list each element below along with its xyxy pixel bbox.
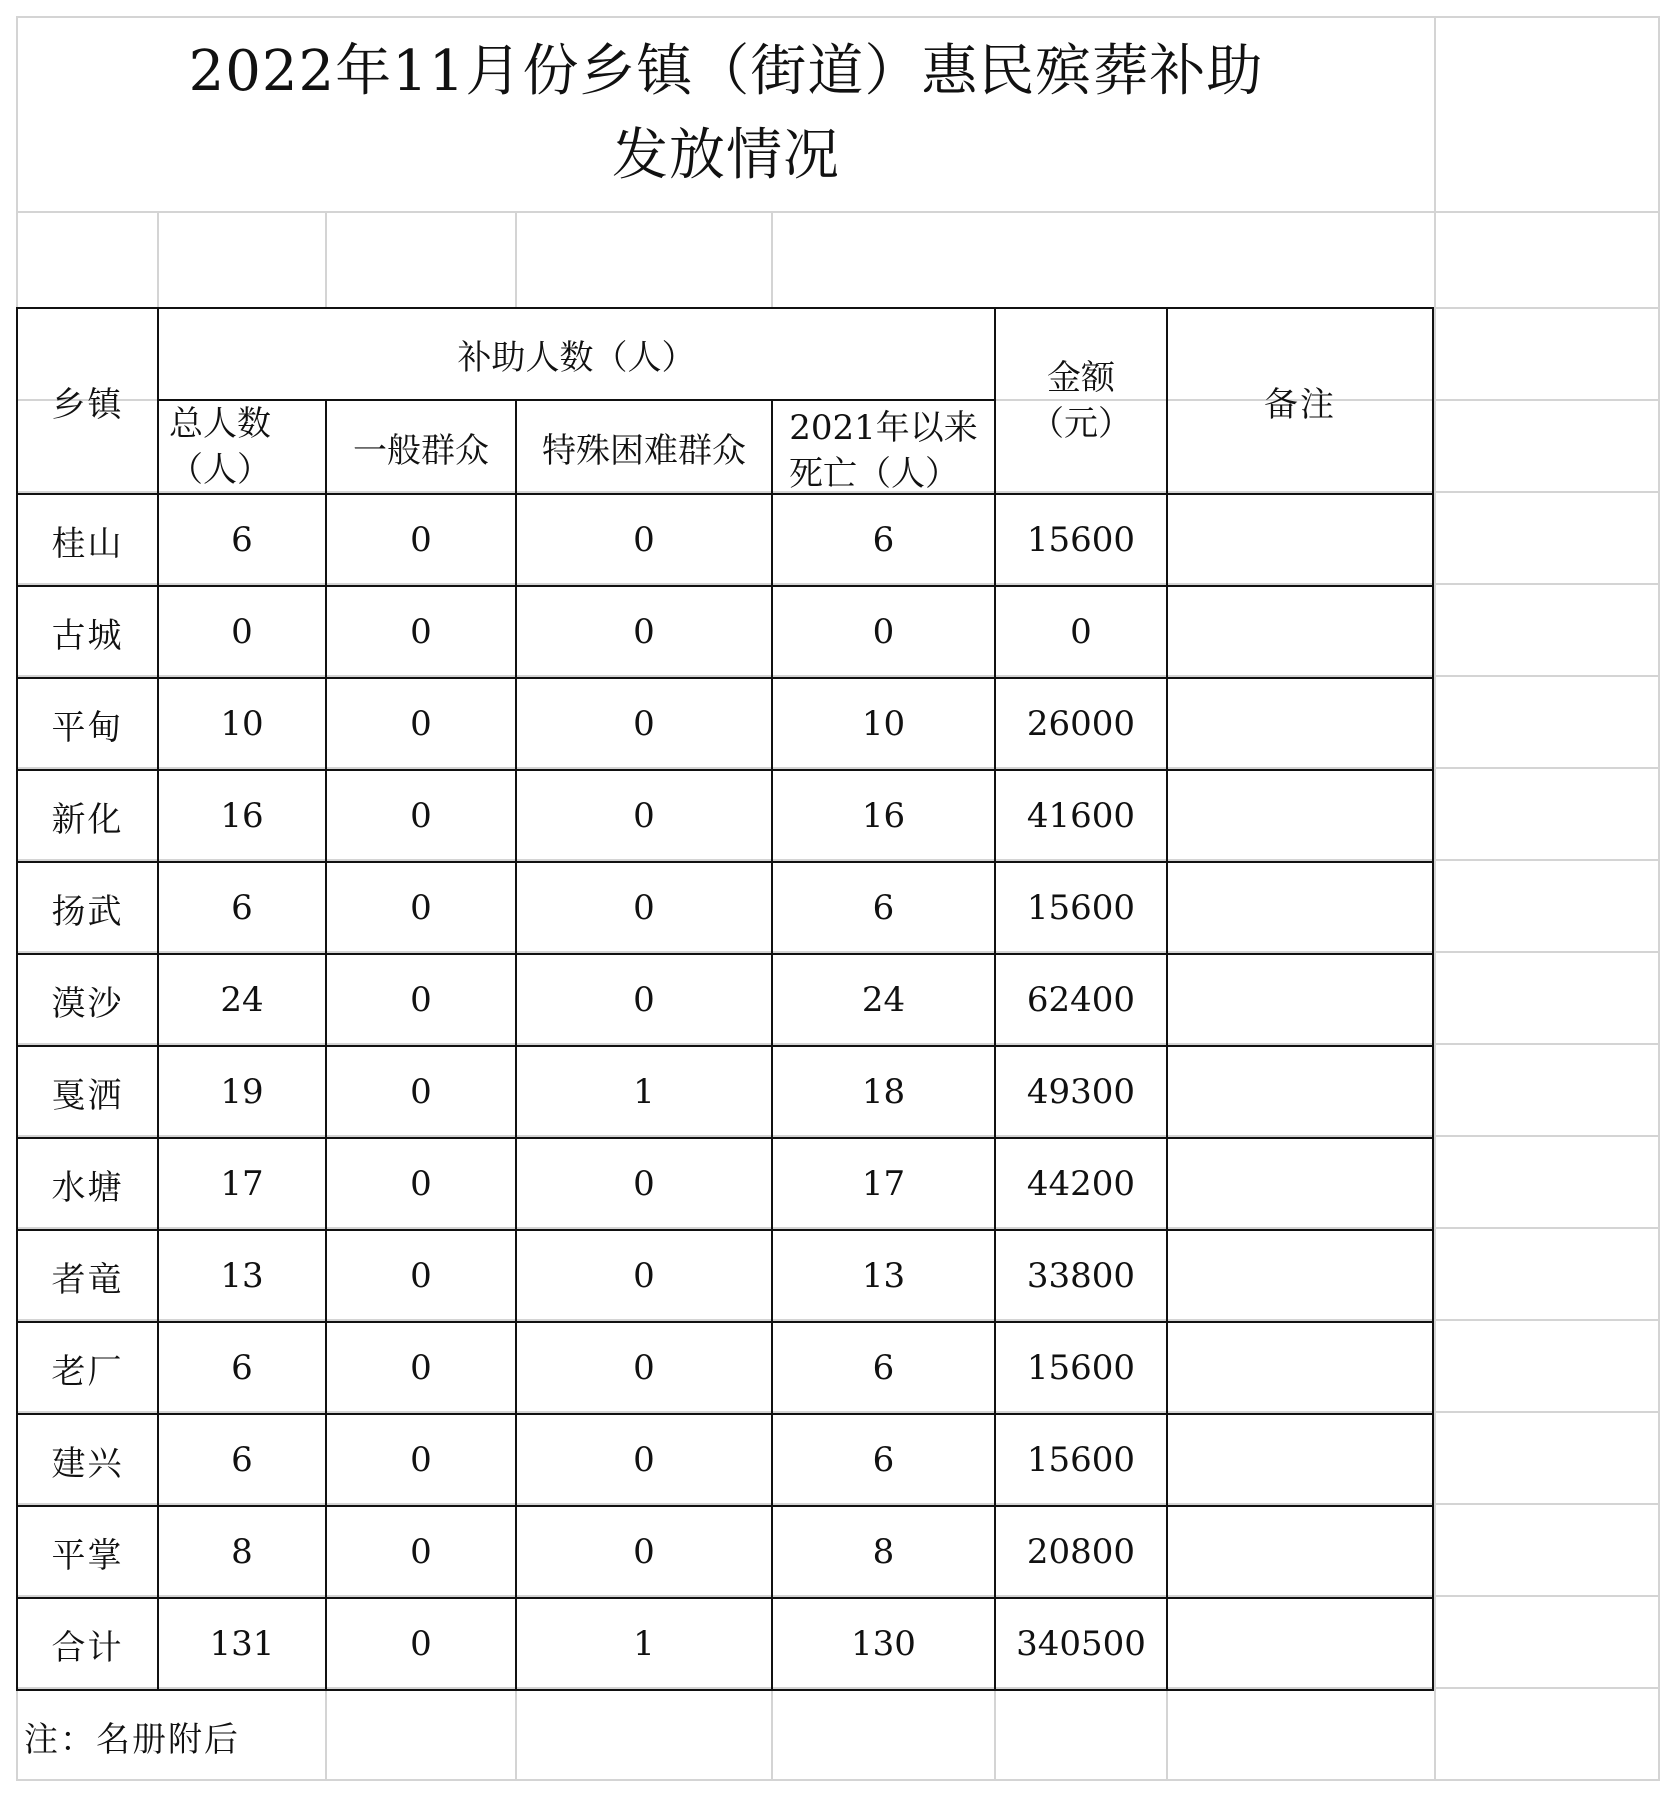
cell-township: 建兴 <box>17 1414 158 1506</box>
cell-special: 0 <box>516 494 772 586</box>
cell-since-2021: 16 <box>772 770 995 862</box>
cell-remarks <box>1167 1138 1433 1230</box>
cell-township: 戛洒 <box>17 1046 158 1138</box>
header-amount-line1: 金额 <box>1047 358 1115 398</box>
cell-total: 10 <box>158 678 326 770</box>
header-since-2021-line2: 死亡（人） <box>789 454 959 489</box>
header-since-2021 <box>772 400 995 494</box>
cell-special: 1 <box>516 1046 772 1138</box>
table-row <box>17 770 1433 862</box>
cell-township: 平甸 <box>17 678 158 770</box>
cell-general: 0 <box>326 1046 516 1138</box>
header-special: 特殊困难群众 <box>516 400 772 494</box>
cell-since-2021: 6 <box>772 1414 995 1506</box>
cell-township: 合计 <box>17 1598 158 1690</box>
page-title <box>16 30 1436 198</box>
cell-remarks <box>1167 1598 1433 1690</box>
table-row <box>17 954 1433 1046</box>
cell-township: 者竜 <box>17 1230 158 1322</box>
cell-amount: 49300 <box>995 1046 1167 1138</box>
header-row-1 <box>17 308 1433 400</box>
cell-general: 0 <box>326 1230 516 1322</box>
cell-general: 0 <box>326 1414 516 1506</box>
table-row <box>17 1322 1433 1414</box>
cell-since-2021: 0 <box>772 586 995 678</box>
total-row <box>17 1598 1433 1690</box>
table-row <box>17 862 1433 954</box>
cell-special: 0 <box>516 678 772 770</box>
cell-remarks <box>1167 586 1433 678</box>
cell-total: 16 <box>158 770 326 862</box>
cell-amount: 15600 <box>995 862 1167 954</box>
header-subsidy-group: 补助人数（人） <box>158 308 995 400</box>
header-remarks: 备注 <box>1167 308 1433 494</box>
cell-remarks <box>1167 862 1433 954</box>
cell-remarks <box>1167 954 1433 1046</box>
header-total <box>158 400 326 494</box>
cell-amount: 15600 <box>995 1414 1167 1506</box>
title-line-2: 发放情况 <box>612 123 840 188</box>
cell-amount: 15600 <box>995 494 1167 586</box>
cell-general: 0 <box>326 1506 516 1598</box>
cell-total: 13 <box>158 1230 326 1322</box>
cell-special: 1 <box>516 1598 772 1690</box>
header-amount <box>995 308 1167 494</box>
cell-special: 0 <box>516 770 772 862</box>
cell-township: 老厂 <box>17 1322 158 1414</box>
cell-amount: 26000 <box>995 678 1167 770</box>
cell-total: 8 <box>158 1506 326 1598</box>
cell-amount: 15600 <box>995 1322 1167 1414</box>
cell-amount: 41600 <box>995 770 1167 862</box>
cell-since-2021: 130 <box>772 1598 995 1690</box>
cell-township: 平掌 <box>17 1506 158 1598</box>
cell-total: 131 <box>158 1598 326 1690</box>
header-general: 一般群众 <box>326 400 516 494</box>
cell-total: 6 <box>158 1414 326 1506</box>
cell-amount: 33800 <box>995 1230 1167 1322</box>
cell-special: 0 <box>516 954 772 1046</box>
header-since-2021-line1: 2021年以来 <box>789 408 978 448</box>
cell-amount: 0 <box>995 586 1167 678</box>
cell-since-2021: 6 <box>772 494 995 586</box>
cell-amount: 20800 <box>995 1506 1167 1598</box>
cell-total: 0 <box>158 586 326 678</box>
cell-total: 6 <box>158 1322 326 1414</box>
table-row <box>17 1046 1433 1138</box>
header-total-line2: （人） <box>169 450 271 490</box>
cell-total: 6 <box>158 862 326 954</box>
cell-since-2021: 18 <box>772 1046 995 1138</box>
cell-total: 17 <box>158 1138 326 1230</box>
cell-remarks <box>1167 770 1433 862</box>
cell-general: 0 <box>326 1138 516 1230</box>
cell-township: 扬武 <box>17 862 158 954</box>
cell-since-2021: 6 <box>772 1322 995 1414</box>
cell-remarks <box>1167 1046 1433 1138</box>
table-row <box>17 678 1433 770</box>
table-row <box>17 494 1433 586</box>
cell-special: 0 <box>516 586 772 678</box>
cell-amount: 340500 <box>995 1598 1167 1690</box>
subsidy-table <box>16 307 1434 1691</box>
header-amount-line2: （元） <box>1030 404 1132 444</box>
table-row <box>17 1506 1433 1598</box>
cell-township: 漠沙 <box>17 954 158 1046</box>
cell-remarks <box>1167 494 1433 586</box>
cell-special: 0 <box>516 1414 772 1506</box>
cell-general: 0 <box>326 954 516 1046</box>
header-total-line1: 总人数 <box>169 404 271 444</box>
table-row <box>17 586 1433 678</box>
cell-township: 水塘 <box>17 1138 158 1230</box>
cell-township: 古城 <box>17 586 158 678</box>
cell-township: 新化 <box>17 770 158 862</box>
header-township: 乡镇 <box>17 308 158 494</box>
cell-since-2021: 8 <box>772 1506 995 1598</box>
cell-special: 0 <box>516 1138 772 1230</box>
cell-remarks <box>1167 1230 1433 1322</box>
cell-remarks <box>1167 1322 1433 1414</box>
cell-general: 0 <box>326 678 516 770</box>
cell-since-2021: 17 <box>772 1138 995 1230</box>
cell-general: 0 <box>326 1322 516 1414</box>
cell-since-2021: 6 <box>772 862 995 954</box>
cell-general: 0 <box>326 494 516 586</box>
cell-total: 24 <box>158 954 326 1046</box>
cell-general: 0 <box>326 862 516 954</box>
cell-special: 0 <box>516 1230 772 1322</box>
cell-general: 0 <box>326 586 516 678</box>
cell-since-2021: 10 <box>772 678 995 770</box>
cell-remarks <box>1167 1414 1433 1506</box>
title-line-1: 2022年11月份乡镇（街道）惠民殡葬补助 <box>188 39 1264 104</box>
cell-general: 0 <box>326 770 516 862</box>
cell-special: 0 <box>516 1506 772 1598</box>
table-row <box>17 1414 1433 1506</box>
cell-remarks <box>1167 1506 1433 1598</box>
cell-since-2021: 13 <box>772 1230 995 1322</box>
footnote: 注：名册附后 <box>24 1720 240 1760</box>
cell-general: 0 <box>326 1598 516 1690</box>
table-row <box>17 1230 1433 1322</box>
cell-amount: 62400 <box>995 954 1167 1046</box>
cell-total: 19 <box>158 1046 326 1138</box>
cell-remarks <box>1167 678 1433 770</box>
cell-amount: 44200 <box>995 1138 1167 1230</box>
cell-total: 6 <box>158 494 326 586</box>
cell-township: 桂山 <box>17 494 158 586</box>
cell-special: 0 <box>516 1322 772 1414</box>
cell-special: 0 <box>516 862 772 954</box>
cell-since-2021: 24 <box>772 954 995 1046</box>
table-row <box>17 1138 1433 1230</box>
